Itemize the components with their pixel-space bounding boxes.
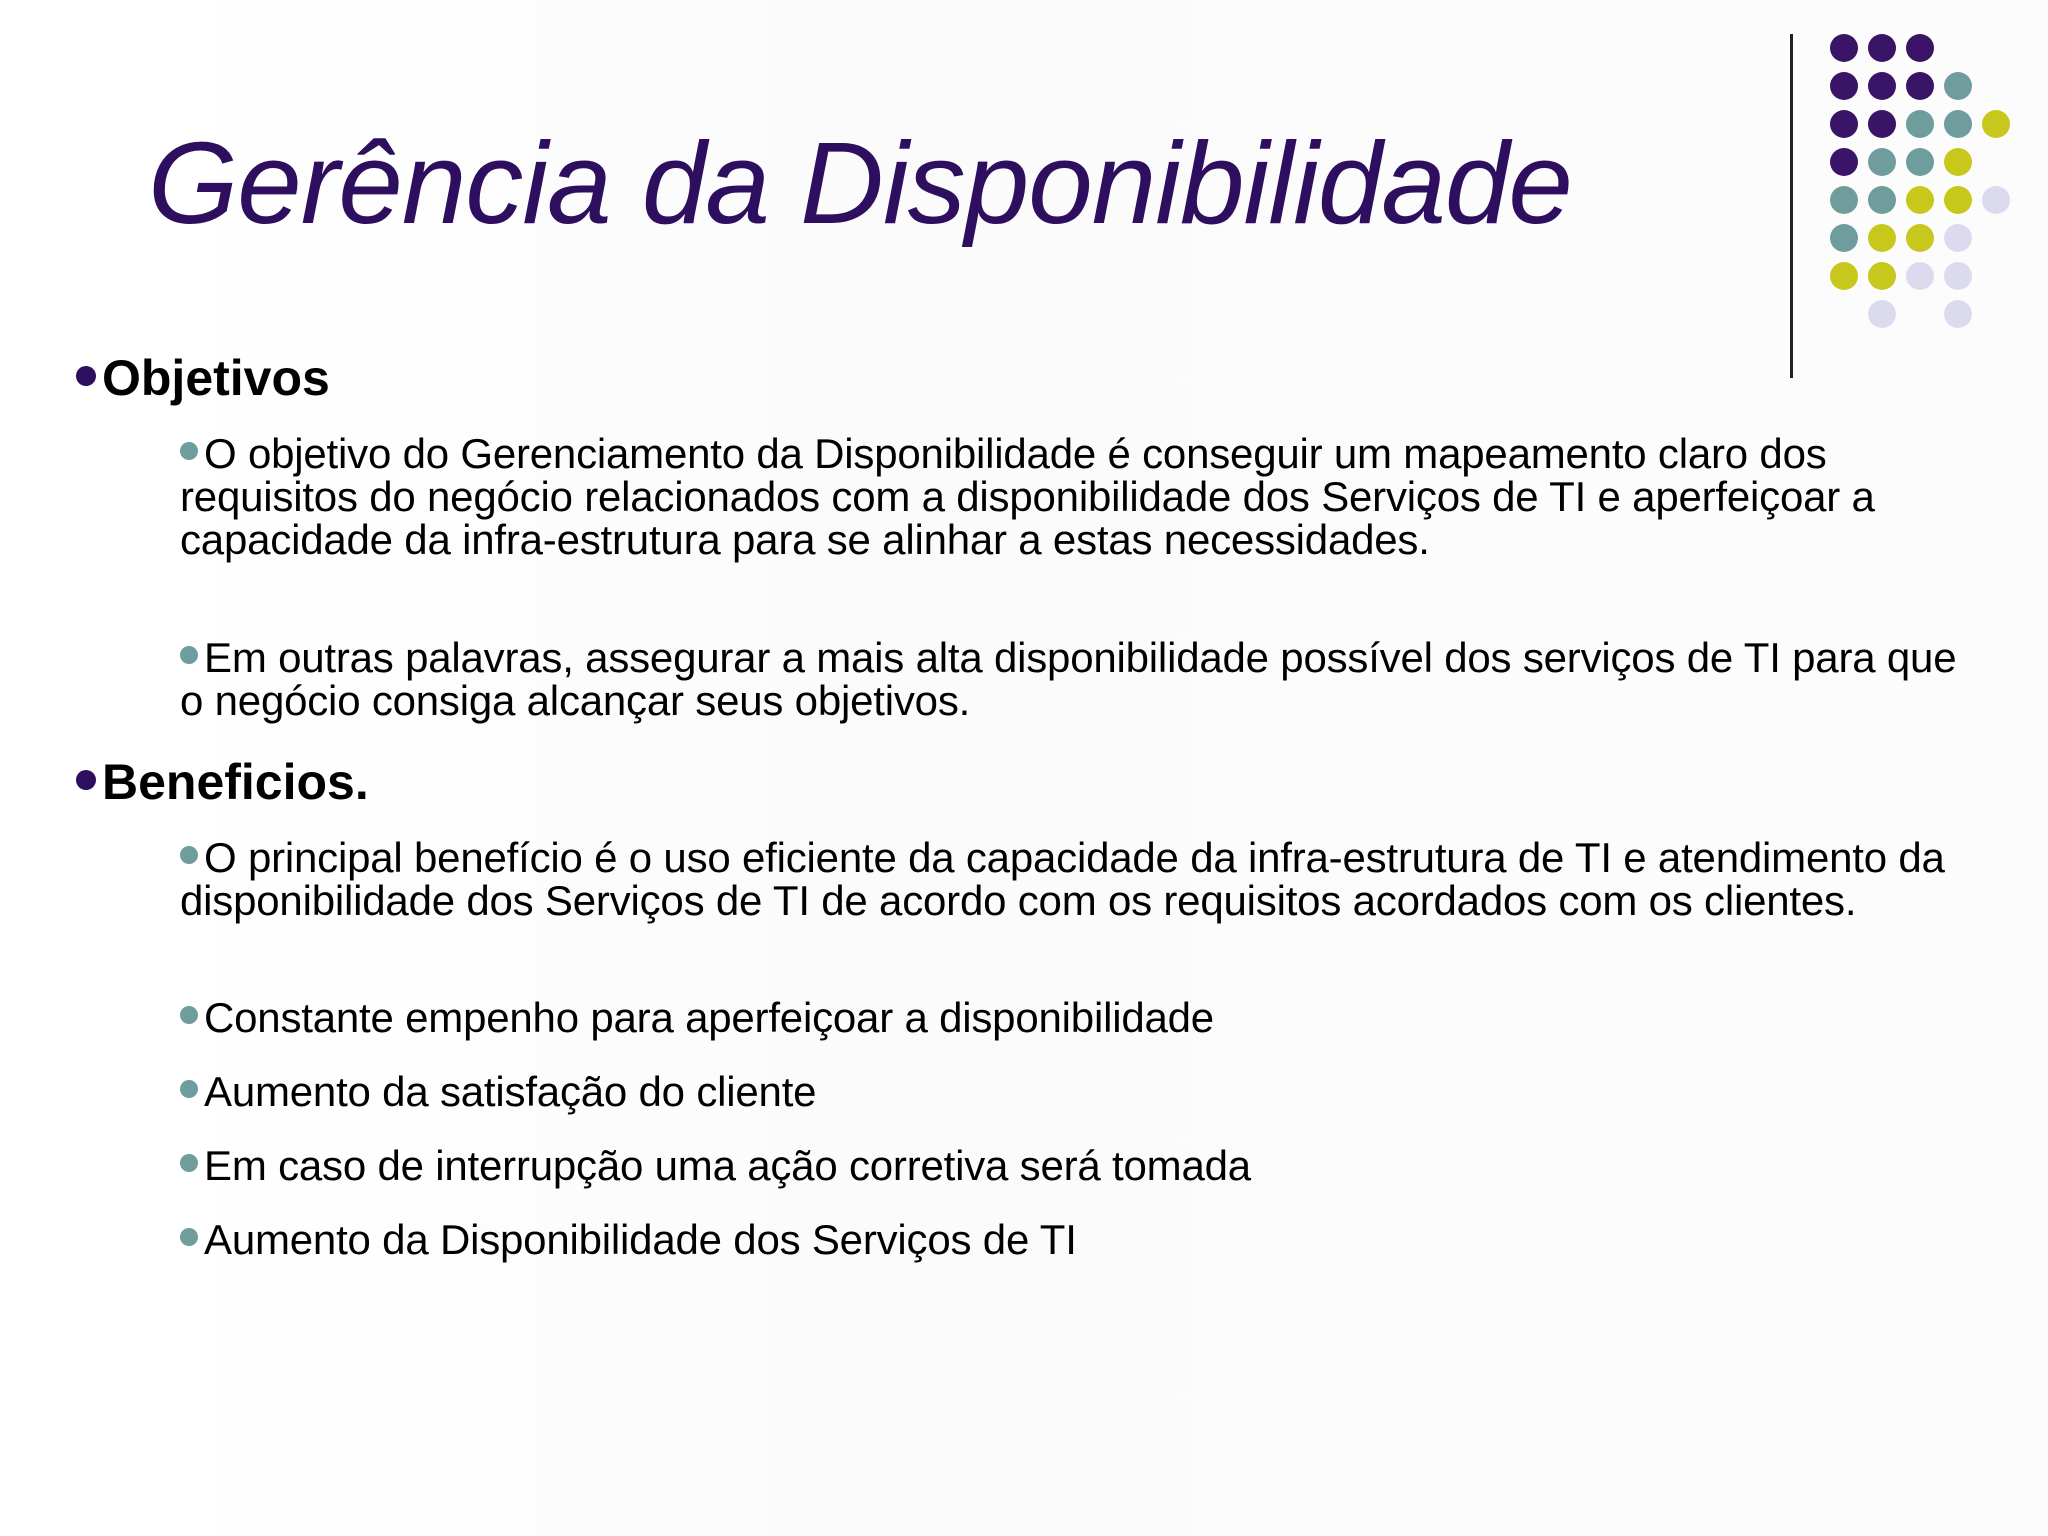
decorative-dot <box>1830 110 1858 138</box>
decorative-dot <box>1906 72 1934 100</box>
bullet-text: O objetivo do Gerenciamento da Disponibilidade é conseguir um mapeamento claro dos requisitos do negócio relacionados com a disponibilidade dos Serviços de TI e aperfeiçoar a capacidade da infra-estrutura para se alinhar a estas necessidades. <box>180 430 1875 563</box>
decorative-dot <box>1944 72 1972 100</box>
bullet-item <box>180 636 1960 722</box>
section-heading-text: Beneficios. <box>102 754 369 810</box>
decorative-dot <box>1944 224 1972 252</box>
decorative-dot <box>1868 300 1896 328</box>
decorative-dot <box>1868 262 1896 290</box>
decorative-dot <box>1868 148 1896 176</box>
decorative-dot <box>1830 186 1858 214</box>
decorative-dot <box>1944 110 1972 138</box>
decorative-dot <box>1830 148 1858 176</box>
bullet-text: Constante empenho para aperfeiçoar a disponibilidade <box>204 994 1214 1041</box>
bullet-item <box>180 996 1960 1039</box>
decorative-dot <box>1868 34 1896 62</box>
decorative-dot <box>1944 262 1972 290</box>
decorative-dot <box>1868 186 1896 214</box>
decorative-divider-line <box>1790 34 1793 378</box>
decorative-dot <box>1868 224 1896 252</box>
bullet-text: Aumento da Disponibilidade dos Serviços de TI <box>204 1216 1077 1263</box>
decorative-dot <box>1906 148 1934 176</box>
bullet-icon <box>180 846 198 864</box>
bullet-item <box>180 432 1960 561</box>
decorative-dot <box>1906 34 1934 62</box>
decorative-dot <box>1944 186 1972 214</box>
bullet-icon <box>180 442 198 460</box>
bullet-icon <box>180 646 198 664</box>
bullet-text: Em outras palavras, assegurar a mais alta disponibilidade possível dos serviços de TI para que o negócio consiga alcançar seus objetivos. <box>180 634 1957 724</box>
bullet-text: Em caso de interrupção uma ação corretiva será tomada <box>204 1142 1251 1189</box>
decorative-dot <box>1906 224 1934 252</box>
slide-title: Gerência da Disponibilidade <box>148 118 1572 248</box>
decorative-dot <box>1982 186 2010 214</box>
bullet-text: Aumento da satisfação do cliente <box>204 1068 817 1115</box>
decorative-dot <box>1906 186 1934 214</box>
decorative-dot <box>1944 300 1972 328</box>
decorative-dot <box>1830 224 1858 252</box>
bullet-icon <box>180 1228 198 1246</box>
decorative-dot <box>1868 72 1896 100</box>
decorative-dot <box>1868 110 1896 138</box>
bullet-item <box>180 1144 1960 1187</box>
section-heading-beneficios <box>76 752 369 812</box>
bullet-icon <box>76 366 96 386</box>
decorative-dot <box>1944 148 1972 176</box>
bullet-icon <box>180 1006 198 1024</box>
decorative-dot <box>1830 72 1858 100</box>
bullet-icon <box>180 1154 198 1172</box>
decorative-dot <box>1982 110 2010 138</box>
bullet-item <box>180 1070 1960 1113</box>
decorative-dot <box>1830 34 1858 62</box>
decorative-dot <box>1906 262 1934 290</box>
bullet-icon <box>180 1080 198 1098</box>
bullet-item <box>180 1218 1960 1261</box>
section-heading-text: Objetivos <box>102 350 330 406</box>
bullet-icon <box>76 770 96 790</box>
bullet-text: O principal benefício é o uso eficiente da capacidade da infra-estrutura de TI e atendimento da disponibilidade dos Serviços de TI de acordo com os requisitos acordados com os clientes. <box>180 834 1945 924</box>
bullet-item <box>180 836 1960 922</box>
decorative-dot <box>1906 110 1934 138</box>
decorative-dot <box>1830 262 1858 290</box>
section-heading-objetivos <box>76 348 330 408</box>
